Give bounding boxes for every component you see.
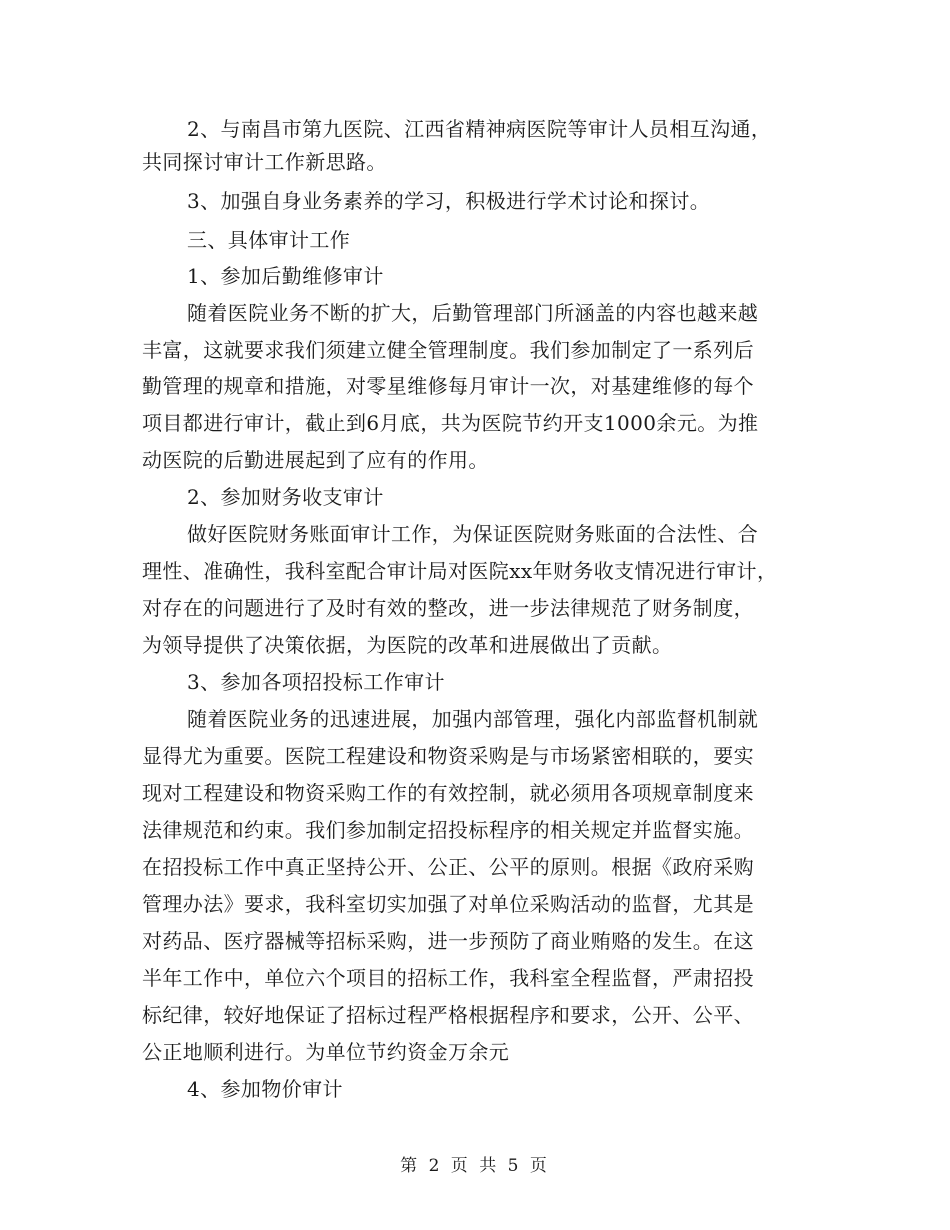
- paragraph-line: 对药品、医疗器械等招标采购，进一步预防了商业贿赂的发生。在这: [142, 929, 754, 953]
- paragraph-line: 丰富，这就要求我们须建立健全管理制度。我们参加制定了一系列后: [142, 338, 754, 362]
- subsection-heading: 2、参加财务收支审计: [187, 485, 384, 509]
- section-heading: 三、具体审计工作: [187, 228, 351, 252]
- paragraph-line: 共同探讨审计工作新思路。: [142, 150, 387, 174]
- paragraph-line: 标纪律，较好地保证了招标过程严格根据程序和要求，公开、公平、: [142, 1003, 754, 1027]
- paragraph-line: 做好医院财务账面审计工作，为保证医院财务账面的合法性、合: [187, 522, 759, 546]
- subsection-heading: 4、参加物价审计: [187, 1077, 343, 1101]
- paragraph-line: 管理办法》要求，我科室切实加强了对单位采购活动的监督，尤其是: [142, 892, 754, 916]
- paragraph-line: 法律规范和约束。我们参加制定招投标程序的相关规定并监督实施。: [142, 818, 754, 842]
- paragraph-line: 随着医院业务不断的扩大，后勤管理部门所涵盖的内容也越来越: [187, 301, 759, 325]
- paragraph-line: 显得尤为重要。医院工程建设和物资采购是与市场紧密相联的，要实: [142, 744, 754, 768]
- paragraph-line: 在招投标工作中真正坚持公开、公正、公平的原则。根据《政府采购: [142, 855, 754, 879]
- paragraph-line: 动医院的后勤进展起到了应有的作用。: [142, 448, 489, 472]
- paragraph-line: 理性、准确性，我科室配合审计局对医院xx年财务收支情况进行审计，: [142, 559, 778, 583]
- paragraph-line: 半年工作中，单位六个项目的招标工作，我科室全程监督，严肃招投: [142, 966, 754, 990]
- page-footer: 第 2 页 共 5 页: [400, 1156, 550, 1176]
- paragraph-line: 为领导提供了决策依据，为医院的改革和进展做出了贡献。: [142, 633, 673, 657]
- subsection-heading: 1、参加后勤维修审计: [187, 264, 384, 288]
- paragraph-line: 公正地顺利进行。为单位节约资金万余元: [142, 1040, 510, 1064]
- paragraph-line: 2、与南昌市第九医院、江西省精神病医院等审计人员相互沟通，: [187, 117, 772, 141]
- paragraph-line: 勤管理的规章和措施，对零星维修每月审计一次，对基建维修的每个: [142, 374, 754, 398]
- paragraph-line: 现对工程建设和物资采购工作的有效控制，就必须用各项规章制度来: [142, 781, 754, 805]
- paragraph-line: 项目都进行审计，截止到6月底，共为医院节约开支1000余元。为推: [142, 411, 759, 435]
- paragraph-line: 随着医院业务的迅速进展，加强内部管理，强化内部监督机制就: [187, 707, 759, 731]
- paragraph-line: 对存在的问题进行了及时有效的整改，进一步法律规范了财务制度，: [142, 596, 754, 620]
- subsection-heading: 3、参加各项招投标工作审计: [187, 670, 445, 694]
- paragraph-line: 3、加强自身业务素养的学习，积极进行学术讨论和探讨。: [187, 189, 711, 213]
